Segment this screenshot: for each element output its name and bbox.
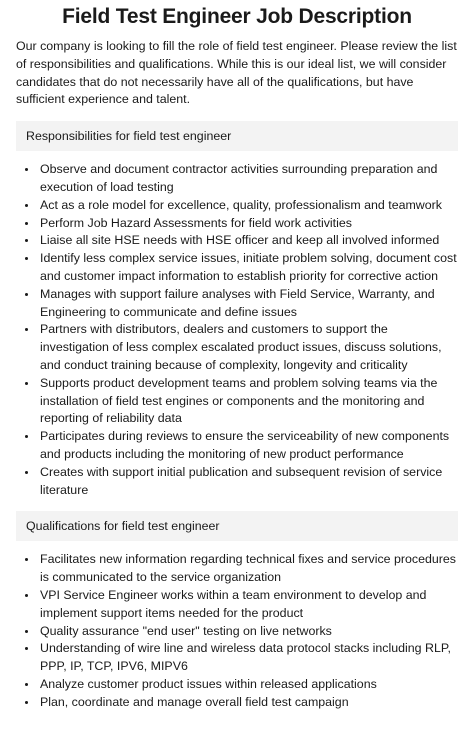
list-item: • Understanding of wire line and wireless data protocol stacks including RLP, PPP, IP, TCP, IPV6, MIPV6 — [38, 640, 458, 676]
list-item: • Act as a role model for excellence, quality, professionalism and teamwork — [38, 197, 458, 215]
qualifications-list — [16, 551, 458, 711]
list-item: • Observe and document contractor activities surrounding preparation and execution of load testing — [38, 161, 458, 197]
list-item: • Quality assurance "end user" testing on live networks — [38, 623, 458, 641]
intro-paragraph: Our company is looking to fill the role of field test engineer. Please review the list of responsibilities and qualifications. While this is our ideal list, we will consider candidates that do not necessarily have all of the qualifications, but have sufficient experience and talent. — [16, 39, 457, 107]
list-item: • Facilitates new information regarding technical fixes and service procedures is communicated to the service organization — [38, 551, 458, 587]
qualifications-heading: Qualifications for field test engineer — [16, 511, 458, 541]
responsibilities-heading: Responsibilities for field test engineer — [16, 121, 458, 151]
responsibilities-list — [16, 161, 458, 499]
page-title: Field Test Engineer Job Description — [62, 5, 412, 28]
list-item: • Analyze customer product issues within released applications — [38, 676, 458, 694]
list-item: • Identify less complex service issues, initiate problem solving, document cost and customer impact information to establish priority for corrective action — [38, 250, 458, 286]
list-item: • Creates with support initial publication and subsequent revision of service literature — [38, 464, 458, 500]
list-item: • Plan, coordinate and manage overall field test campaign — [38, 694, 458, 712]
list-item: • VPI Service Engineer works within a team environment to develop and implement support items needed for the product — [38, 587, 458, 623]
list-item: • Liaise all site HSE needs with HSE officer and keep all involved informed — [38, 232, 458, 250]
list-item: • Participates during reviews to ensure the serviceability of new components and products including the monitoring of new product performance — [38, 428, 458, 464]
list-item: • Partners with distributors, dealers and customers to support the investigation of less complex escalated product issues, discuss solutions, and conduct training because of complexity, longevity and criticality — [38, 321, 458, 374]
list-item: • Manages with support failure analyses with Field Service, Warranty, and Engineering to communicate and define issues — [38, 286, 458, 322]
list-item: • Perform Job Hazard Assessments for field work activities — [38, 215, 458, 233]
list-item: • Supports product development teams and problem solving teams via the installation of field test engines or components and the monitoring and reporting of reliability data — [38, 375, 458, 428]
